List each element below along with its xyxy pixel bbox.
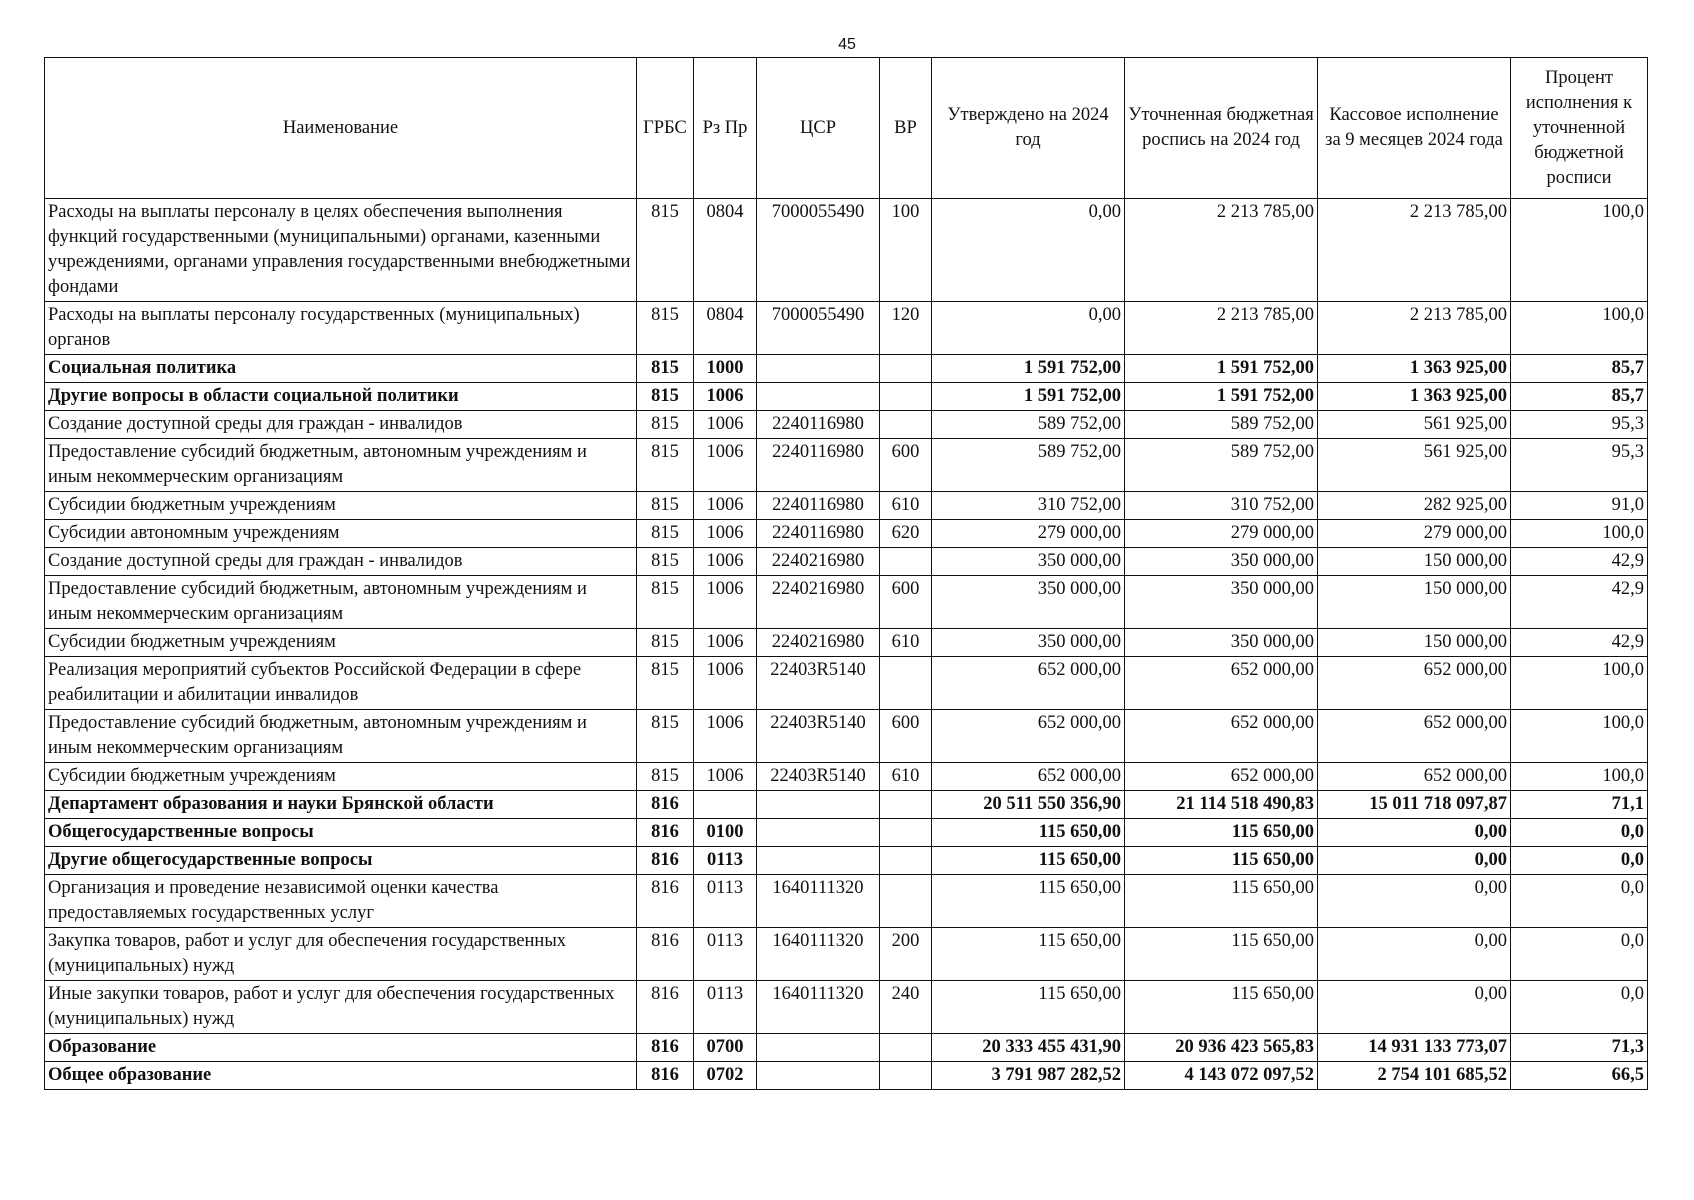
cell-percent: 0,0: [1511, 819, 1648, 847]
cell-cash: 1 363 925,00: [1318, 383, 1511, 411]
cell-grbs: 815: [637, 492, 694, 520]
cell-percent: 100,0: [1511, 657, 1648, 710]
cell-approved: 20 333 455 431,90: [932, 1034, 1125, 1062]
cell-refined: 115 650,00: [1125, 928, 1318, 981]
cell-percent: 100,0: [1511, 302, 1648, 355]
table-header-row: [45, 58, 1648, 199]
cell-rzpr: 0804: [694, 302, 757, 355]
cell-refined: 2 213 785,00: [1125, 199, 1318, 302]
cell-name: Общегосударственные вопросы: [45, 819, 637, 847]
table-row: [45, 1062, 1648, 1090]
cell-cash: 1 363 925,00: [1318, 355, 1511, 383]
cell-rzpr: 1006: [694, 411, 757, 439]
cell-refined: 115 650,00: [1125, 981, 1318, 1034]
cell-refined: 1 591 752,00: [1125, 355, 1318, 383]
cell-rzpr: 1006: [694, 763, 757, 791]
cell-name: Другие общегосударственные вопросы: [45, 847, 637, 875]
cell-percent: 95,3: [1511, 439, 1648, 492]
table-row: [45, 411, 1648, 439]
cell-cash: 2 754 101 685,52: [1318, 1062, 1511, 1090]
cell-cash: 561 925,00: [1318, 439, 1511, 492]
cell-rzpr: 1006: [694, 629, 757, 657]
cell-csr: 2240116980: [757, 520, 880, 548]
cell-grbs: 815: [637, 629, 694, 657]
cell-refined: 2 213 785,00: [1125, 302, 1318, 355]
cell-vr: 120: [880, 302, 932, 355]
table-row: [45, 492, 1648, 520]
cell-name: Расходы на выплаты персоналу государственных (муниципальных) органов: [45, 302, 637, 355]
cell-percent: 0,0: [1511, 847, 1648, 875]
cell-grbs: 815: [637, 548, 694, 576]
cell-rzpr: 0113: [694, 981, 757, 1034]
cell-cash: 15 011 718 097,87: [1318, 791, 1511, 819]
cell-vr: [880, 548, 932, 576]
cell-rzpr: 1006: [694, 520, 757, 548]
table-row: [45, 710, 1648, 763]
cell-csr: 2240216980: [757, 576, 880, 629]
cell-refined: 20 936 423 565,83: [1125, 1034, 1318, 1062]
cell-refined: 350 000,00: [1125, 576, 1318, 629]
table-row: [45, 576, 1648, 629]
cell-percent: 42,9: [1511, 629, 1648, 657]
cell-grbs: 815: [637, 383, 694, 411]
cell-grbs: 815: [637, 302, 694, 355]
cell-csr: [757, 383, 880, 411]
cell-grbs: 816: [637, 791, 694, 819]
cell-csr: 2240116980: [757, 439, 880, 492]
cell-csr: 2240116980: [757, 411, 880, 439]
cell-vr: 100: [880, 199, 932, 302]
cell-vr: 200: [880, 928, 932, 981]
cell-csr: [757, 819, 880, 847]
cell-grbs: 815: [637, 763, 694, 791]
cell-grbs: 816: [637, 981, 694, 1034]
cell-grbs: 816: [637, 875, 694, 928]
cell-refined: 115 650,00: [1125, 875, 1318, 928]
cell-grbs: 815: [637, 411, 694, 439]
cell-name: Субсидии бюджетным учреждениям: [45, 492, 637, 520]
cell-cash: 150 000,00: [1318, 629, 1511, 657]
cell-cash: 2 213 785,00: [1318, 199, 1511, 302]
cell-percent: 91,0: [1511, 492, 1648, 520]
table-row: [45, 819, 1648, 847]
cell-vr: [880, 1034, 932, 1062]
cell-rzpr: 0700: [694, 1034, 757, 1062]
cell-approved: 279 000,00: [932, 520, 1125, 548]
cell-percent: 71,3: [1511, 1034, 1648, 1062]
cell-grbs: 816: [637, 847, 694, 875]
header-approved: Утверждено на 2024 год: [932, 58, 1125, 199]
table-row: [45, 981, 1648, 1034]
cell-grbs: 815: [637, 199, 694, 302]
cell-cash: 2 213 785,00: [1318, 302, 1511, 355]
table-row: [45, 439, 1648, 492]
cell-cash: 282 925,00: [1318, 492, 1511, 520]
cell-approved: 115 650,00: [932, 819, 1125, 847]
cell-percent: 100,0: [1511, 710, 1648, 763]
cell-name: Субсидии бюджетным учреждениям: [45, 763, 637, 791]
header-percent: Процент исполнения к уточненной бюджетной росписи: [1511, 58, 1648, 199]
cell-percent: 85,7: [1511, 383, 1648, 411]
cell-vr: 600: [880, 576, 932, 629]
header-grbs: ГРБС: [637, 58, 694, 199]
cell-approved: 1 591 752,00: [932, 383, 1125, 411]
cell-cash: 0,00: [1318, 981, 1511, 1034]
cell-percent: 95,3: [1511, 411, 1648, 439]
cell-grbs: 816: [637, 1034, 694, 1062]
cell-cash: 279 000,00: [1318, 520, 1511, 548]
cell-cash: 561 925,00: [1318, 411, 1511, 439]
cell-vr: [880, 847, 932, 875]
cell-rzpr: 1000: [694, 355, 757, 383]
cell-refined: 310 752,00: [1125, 492, 1318, 520]
cell-cash: 0,00: [1318, 875, 1511, 928]
header-name: Наименование: [45, 58, 637, 199]
cell-grbs: 815: [637, 657, 694, 710]
cell-vr: [880, 819, 932, 847]
table-row: [45, 657, 1648, 710]
cell-approved: 589 752,00: [932, 439, 1125, 492]
cell-csr: 7000055490: [757, 199, 880, 302]
cell-refined: 115 650,00: [1125, 847, 1318, 875]
cell-vr: 610: [880, 763, 932, 791]
cell-name: Организация и проведение независимой оценки качества предоставляемых государственных услуг: [45, 875, 637, 928]
cell-grbs: 816: [637, 1062, 694, 1090]
cell-rzpr: 1006: [694, 576, 757, 629]
cell-name: Создание доступной среды для граждан - инвалидов: [45, 411, 637, 439]
cell-approved: 652 000,00: [932, 710, 1125, 763]
table-row: [45, 629, 1648, 657]
cell-refined: 279 000,00: [1125, 520, 1318, 548]
cell-approved: 115 650,00: [932, 847, 1125, 875]
cell-refined: 115 650,00: [1125, 819, 1318, 847]
cell-cash: 14 931 133 773,07: [1318, 1034, 1511, 1062]
cell-rzpr: 1006: [694, 492, 757, 520]
cell-cash: 0,00: [1318, 819, 1511, 847]
cell-rzpr: 1006: [694, 657, 757, 710]
cell-approved: 350 000,00: [932, 548, 1125, 576]
cell-approved: 589 752,00: [932, 411, 1125, 439]
cell-csr: 1640111320: [757, 981, 880, 1034]
cell-approved: 20 511 550 356,90: [932, 791, 1125, 819]
cell-vr: [880, 355, 932, 383]
cell-rzpr: 0113: [694, 875, 757, 928]
cell-approved: 115 650,00: [932, 981, 1125, 1034]
cell-approved: 115 650,00: [932, 875, 1125, 928]
cell-refined: 652 000,00: [1125, 763, 1318, 791]
cell-csr: 22403R5140: [757, 710, 880, 763]
table-row: [45, 1034, 1648, 1062]
cell-name: Образование: [45, 1034, 637, 1062]
cell-percent: 0,0: [1511, 875, 1648, 928]
cell-csr: 2240216980: [757, 629, 880, 657]
cell-vr: 620: [880, 520, 932, 548]
cell-rzpr: 1006: [694, 439, 757, 492]
cell-refined: 589 752,00: [1125, 439, 1318, 492]
cell-name: Предоставление субсидий бюджетным, автономным учреждениям и иным некоммерческим организациям: [45, 439, 637, 492]
header-rzpr: Рз Пр: [694, 58, 757, 199]
cell-grbs: 815: [637, 710, 694, 763]
budget-table: [44, 57, 1648, 1090]
cell-approved: 115 650,00: [932, 928, 1125, 981]
cell-csr: [757, 1034, 880, 1062]
cell-approved: 652 000,00: [932, 657, 1125, 710]
cell-rzpr: 0804: [694, 199, 757, 302]
cell-percent: 66,5: [1511, 1062, 1648, 1090]
cell-cash: 652 000,00: [1318, 710, 1511, 763]
cell-vr: 240: [880, 981, 932, 1034]
table-row: [45, 548, 1648, 576]
cell-approved: 0,00: [932, 199, 1125, 302]
cell-grbs: 815: [637, 520, 694, 548]
table-row: [45, 875, 1648, 928]
cell-rzpr: 1006: [694, 548, 757, 576]
cell-name: Социальная политика: [45, 355, 637, 383]
cell-cash: 0,00: [1318, 847, 1511, 875]
cell-rzpr: 0702: [694, 1062, 757, 1090]
cell-approved: 310 752,00: [932, 492, 1125, 520]
cell-rzpr: 0113: [694, 928, 757, 981]
cell-grbs: 816: [637, 928, 694, 981]
cell-cash: 0,00: [1318, 928, 1511, 981]
cell-vr: [880, 657, 932, 710]
page-number: 45: [838, 36, 856, 53]
header-cash: Кассовое исполнение за 9 месяцев 2024 года: [1318, 58, 1511, 199]
cell-approved: 652 000,00: [932, 763, 1125, 791]
cell-cash: 150 000,00: [1318, 576, 1511, 629]
cell-name: Расходы на выплаты персоналу в целях обеспечения выполнения функций государственными (муниципальными) органами, казенными учреждениями, органами управления государственными внебюджетными фондами: [45, 199, 637, 302]
cell-csr: 1640111320: [757, 875, 880, 928]
cell-name: Другие вопросы в области социальной политики: [45, 383, 637, 411]
cell-name: Департамент образования и науки Брянской области: [45, 791, 637, 819]
cell-csr: 1640111320: [757, 928, 880, 981]
cell-csr: [757, 847, 880, 875]
cell-rzpr: 0113: [694, 847, 757, 875]
cell-rzpr: 1006: [694, 710, 757, 763]
cell-csr: 22403R5140: [757, 657, 880, 710]
cell-grbs: 815: [637, 355, 694, 383]
cell-percent: 100,0: [1511, 520, 1648, 548]
cell-approved: 0,00: [932, 302, 1125, 355]
cell-vr: [880, 875, 932, 928]
cell-vr: [880, 383, 932, 411]
cell-percent: 100,0: [1511, 199, 1648, 302]
cell-refined: 652 000,00: [1125, 710, 1318, 763]
table-row: [45, 847, 1648, 875]
cell-rzpr: 1006: [694, 383, 757, 411]
table-row: [45, 928, 1648, 981]
cell-name: Предоставление субсидий бюджетным, автономным учреждениям и иным некоммерческим организациям: [45, 710, 637, 763]
cell-percent: 42,9: [1511, 548, 1648, 576]
cell-percent: 42,9: [1511, 576, 1648, 629]
cell-percent: 100,0: [1511, 763, 1648, 791]
table-row: [45, 383, 1648, 411]
cell-percent: 85,7: [1511, 355, 1648, 383]
table-row: [45, 791, 1648, 819]
cell-name: Общее образование: [45, 1062, 637, 1090]
cell-name: Субсидии бюджетным учреждениям: [45, 629, 637, 657]
cell-percent: 0,0: [1511, 981, 1648, 1034]
cell-vr: 600: [880, 439, 932, 492]
cell-refined: 652 000,00: [1125, 657, 1318, 710]
cell-vr: 610: [880, 629, 932, 657]
cell-name: Реализация мероприятий субъектов Российской Федерации в сфере реабилитации и абилитации инвалидов: [45, 657, 637, 710]
cell-approved: 350 000,00: [932, 629, 1125, 657]
cell-name: Субсидии автономным учреждениям: [45, 520, 637, 548]
cell-name: Иные закупки товаров, работ и услуг для обеспечения государственных (муниципальных) нужд: [45, 981, 637, 1034]
cell-csr: 2240116980: [757, 492, 880, 520]
cell-csr: [757, 1062, 880, 1090]
cell-csr: 22403R5140: [757, 763, 880, 791]
cell-vr: 610: [880, 492, 932, 520]
table-row: [45, 302, 1648, 355]
cell-refined: 589 752,00: [1125, 411, 1318, 439]
cell-approved: 1 591 752,00: [932, 355, 1125, 383]
cell-csr: 2240216980: [757, 548, 880, 576]
cell-rzpr: 0100: [694, 819, 757, 847]
table-row: [45, 763, 1648, 791]
cell-grbs: 815: [637, 439, 694, 492]
cell-refined: 350 000,00: [1125, 548, 1318, 576]
cell-approved: 350 000,00: [932, 576, 1125, 629]
cell-name: Создание доступной среды для граждан - инвалидов: [45, 548, 637, 576]
cell-vr: [880, 791, 932, 819]
header-refined: Уточненная бюджетная роспись на 2024 год: [1125, 58, 1318, 199]
cell-cash: 150 000,00: [1318, 548, 1511, 576]
header-vr: ВР: [880, 58, 932, 199]
cell-refined: 21 114 518 490,83: [1125, 791, 1318, 819]
cell-grbs: 815: [637, 576, 694, 629]
cell-rzpr: [694, 791, 757, 819]
cell-csr: [757, 791, 880, 819]
cell-percent: 0,0: [1511, 928, 1648, 981]
table-body: [45, 199, 1648, 1090]
cell-name: Закупка товаров, работ и услуг для обеспечения государственных (муниципальных) нужд: [45, 928, 637, 981]
cell-cash: 652 000,00: [1318, 763, 1511, 791]
cell-vr: 600: [880, 710, 932, 763]
cell-name: Предоставление субсидий бюджетным, автономным учреждениям и иным некоммерческим организациям: [45, 576, 637, 629]
cell-vr: [880, 411, 932, 439]
cell-grbs: 816: [637, 819, 694, 847]
header-csr: ЦСР: [757, 58, 880, 199]
table-row: [45, 355, 1648, 383]
cell-percent: 71,1: [1511, 791, 1648, 819]
table-row: [45, 199, 1648, 302]
cell-csr: 7000055490: [757, 302, 880, 355]
cell-refined: 350 000,00: [1125, 629, 1318, 657]
table-row: [45, 520, 1648, 548]
cell-vr: [880, 1062, 932, 1090]
cell-csr: [757, 355, 880, 383]
cell-approved: 3 791 987 282,52: [932, 1062, 1125, 1090]
cell-refined: 4 143 072 097,52: [1125, 1062, 1318, 1090]
cell-cash: 652 000,00: [1318, 657, 1511, 710]
cell-refined: 1 591 752,00: [1125, 383, 1318, 411]
